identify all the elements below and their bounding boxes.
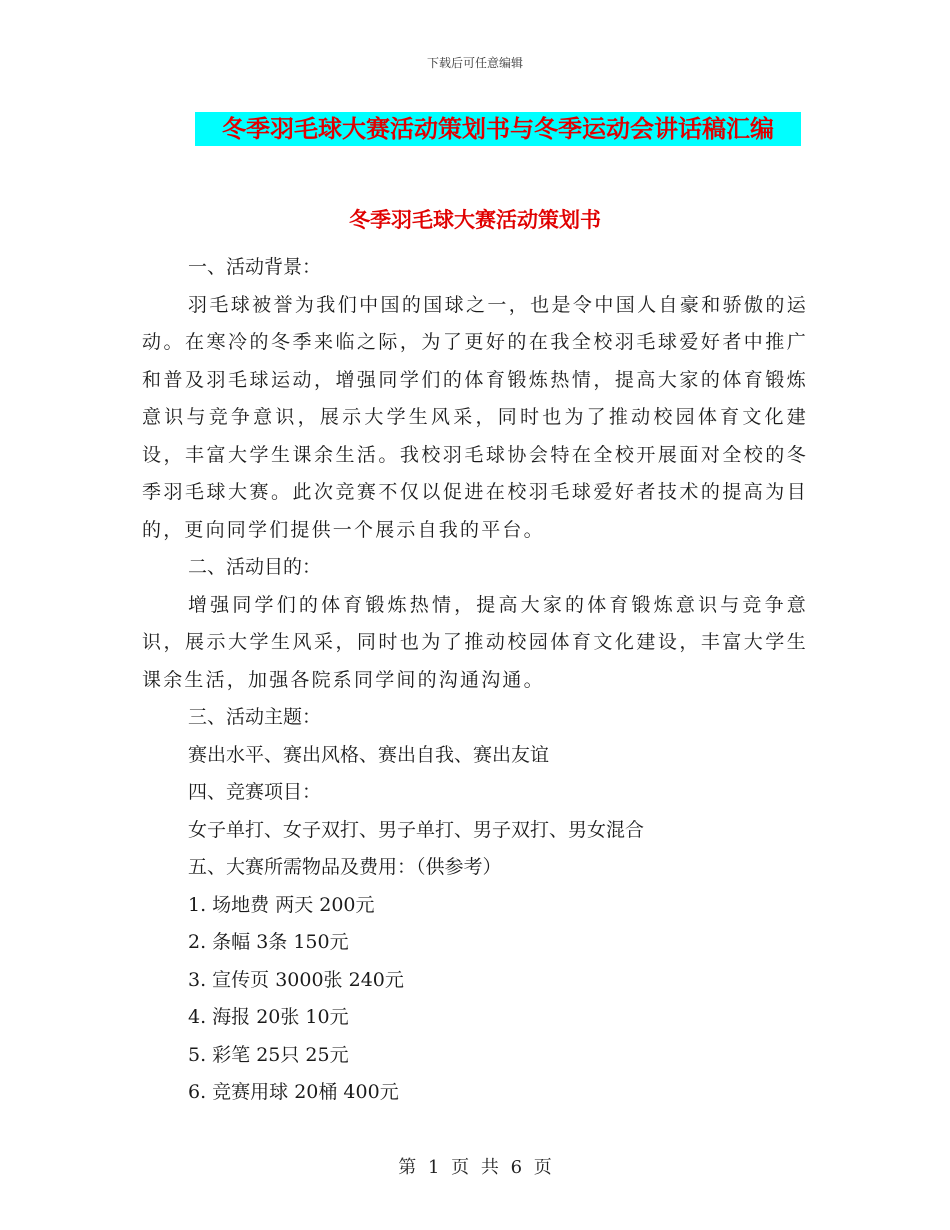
document-body — [142, 249, 808, 1112]
main-title: 冬季羽毛球大赛活动策划书与冬季运动会讲话稿汇编 — [222, 114, 774, 143]
section-heading-theme: 三、活动主题： — [188, 706, 322, 728]
list-item: 3. 宣传页 3000张 240元 — [188, 968, 404, 991]
list-item: 1. 场地费 两天 200元 — [188, 893, 375, 916]
paragraph-purpose: 增强同学们的体育锻炼热情，提高大家的体育锻炼意识与竞争意识，展示大学生风采，同时也为了推动校园体育文化建设，丰富大学生课余生活，加强各院系同学间的沟通沟通。 — [142, 593, 808, 691]
sub-title: 冬季羽毛球大赛活动策划书 — [349, 207, 601, 232]
section-heading-purpose: 二、活动目的： — [188, 556, 322, 578]
list-item: 2. 条幅 3条 150元 — [188, 931, 349, 953]
paragraph-background: 羽毛球被誉为我们中国的国球之一，也是令中国人自豪和骄傲的运动。在寒冷的冬季来临之际，为了更好的在我全校羽毛球爱好者中推广和普及羽毛球运动，增强同学们的体育锻炼热情，提高大家的体育锻炼意识与竞争意识，展示大学生风采，同时也为了推动校园体育文化建设，丰富大学生课余生活。我校羽毛球协会特在全校开展面对全校的冬季羽毛球大赛。此次竞赛不仅以促进在校羽毛球爱好者技术的提高为目的，更向同学们提供一个展示自我的平台。 — [142, 293, 808, 541]
list-item: 5. 彩笔 25只 25元 — [188, 1043, 349, 1066]
section-heading-background: 一、活动背景： — [188, 256, 322, 278]
section-heading-events: 四、竞赛项目： — [188, 781, 322, 803]
list-item: 4. 海报 20张 10元 — [188, 1006, 349, 1028]
list-item: 6. 竞赛用球 20桶 400元 — [188, 1081, 399, 1103]
paragraph-events: 女子单打、女子双打、男子单打、男子双打、男女混合 — [188, 818, 645, 841]
section-heading-costs: 五、大赛所需物品及费用：（供参考） — [188, 856, 502, 878]
header-note: 下载后可任意编辑 — [426, 56, 523, 70]
paragraph-theme: 赛出水平、赛出风格、赛出自我、赛出友谊 — [188, 743, 550, 766]
page-footer: 第 1 页 共 6 页 — [398, 1157, 552, 1178]
